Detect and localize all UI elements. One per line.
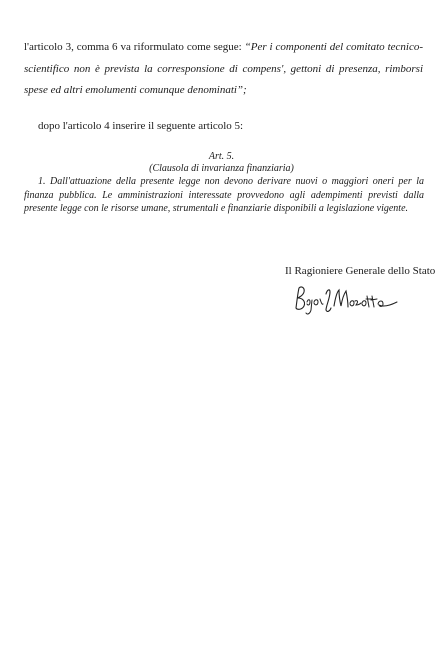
handwritten-signature (293, 282, 403, 318)
amendment-intro-text: l'articolo 3, comma 6 va riformulato come segue: (24, 41, 245, 53)
article-body (24, 175, 424, 216)
article-title: Art. 5. (208, 151, 235, 162)
article-subtitle: (Clausola di invarianza finanziaria) (149, 163, 294, 174)
amendment-paragraph-article-5: dopo l'articolo 4 inserire il seguente articolo 5: (38, 120, 244, 132)
amendment-quoted-text: “Per i componenti del comitato tecnico-scientifico non è prevista la corresponsione di compens', gettoni di presenza, rimborsi spese ed altri emolumenti comunque denominati”; (24, 41, 423, 96)
signer-title: Il Ragioniere Generale dello Stato (285, 265, 436, 277)
article-body-text: 1. Dall'attuazione della presente legge non devono derivare nuovi o maggiori oneri per la finanza pubblica. Le amministrazioni interessate provvedono agli adempimenti previsti dalla presente legge con le risorse umane, strumentali e finanziarie disponibili a legislazione vigente. (24, 176, 424, 214)
amendment-paragraph-article-3 (24, 37, 423, 102)
